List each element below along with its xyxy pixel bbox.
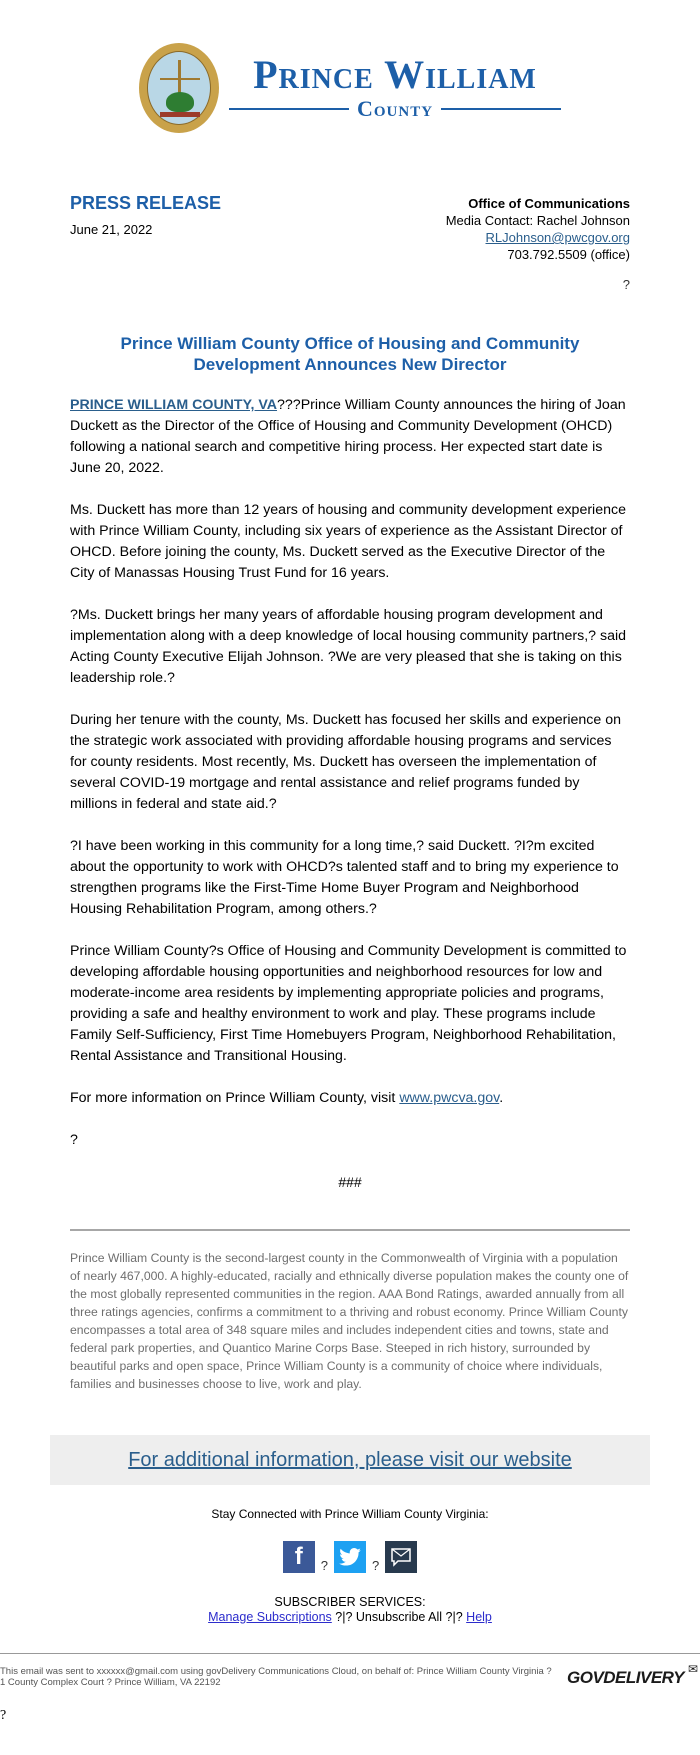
county-seal-icon	[139, 43, 219, 133]
stray-char: ?	[0, 1708, 7, 1723]
stay-connected-heading: Stay Connected with Prince William County Virginia:	[211, 1507, 489, 1521]
footer-address: 1 County Complex Court ? Prince William, VA 22192	[0, 1677, 221, 1688]
article-headline: Prince William County Office of Housing and Community Development Announces New Director	[120, 334, 580, 374]
paragraph-4: During her tenure with the county, Ms. Duckett has focused her skills and experience on the strategic work associated with providing affordable housing programs and services for county residents. Most recently, Ms. Duckett has overseen the implementation of several COVID-19 mortgage and rental assistance and relief programs funded by millions in federal and state aid.?	[70, 712, 621, 812]
paragraph-5: ?I have been working in this community for a long time,? said Duckett. ?I?m excited about the opportunity to work with OHCD?s talented staff and to bring my experience to strengthen programs like the First-Time Home Buyer Program and Neighborhood Housing Rehabilitation Program, among others.?	[70, 838, 619, 917]
boilerplate-text: Prince William County is the second-largest county in the Commonwealth of Virginia with a population of nearly 467,000. A highly-educated, racially and ethnically diverse population makes the county one of the most globally represented communities in the region. AAA Bond Ratings, awarded annually from all three ratings agencies, confirms a commitment to a thriving and robust economy. Prince William County encompasses a total area of 348 square miles and includes independent cities and towns, state and federal park properties, and Quantico Marine Corps Base. Steeped in rich history, surrounded by beautiful parks and open space, Prince William County is a community of choice where individuals, families and businesses choose to live, work and play.	[70, 1251, 629, 1391]
stray-char: ?	[622, 277, 630, 292]
press-release-title: PRESS RELEASE	[70, 193, 222, 213]
stray-char: ?	[70, 1132, 78, 1148]
envelope-icon: ✉	[687, 1662, 698, 1676]
period: .	[499, 1090, 504, 1106]
twitter-icon[interactable]	[334, 1541, 366, 1573]
divider	[70, 1229, 630, 1231]
office-name: Office of Communications	[468, 196, 630, 211]
wordmark-bottom: County	[356, 96, 434, 121]
email-footer	[0, 1654, 700, 1694]
paragraph-3: ?Ms. Duckett brings her many years of affordable housing program development and implementation along with a deep knowledge of local housing community partners,? said Acting County Executive Elijah Johnson. ?We are very pleased that she is taking on this leadership role.?	[70, 607, 627, 686]
unsubscribe-all-text: Unsubscribe All	[355, 1610, 443, 1624]
govdelivery-logo[interactable]: GOVDELIVERY	[567, 1668, 684, 1687]
facebook-icon[interactable]: f	[283, 1541, 315, 1573]
email-icon[interactable]	[385, 1541, 417, 1573]
separator: ?|?	[442, 1610, 467, 1624]
separator: ?	[320, 1558, 328, 1573]
contact-email-link[interactable]: RLJohnson@pwcgov.org	[485, 230, 630, 245]
footer-sent-to: This email was sent to xxxxxx@gmail.com using govDelivery Communications Cloud, on behalf of: Prince William County Virginia ?	[0, 1666, 552, 1677]
county-wordmark	[229, 54, 561, 122]
subscriber-title: SUBSCRIBER SERVICES:	[274, 1595, 426, 1609]
press-header	[0, 165, 700, 295]
media-contact-name: Media Contact: Rachel Johnson	[445, 213, 630, 228]
paragraph-7	[70, 1088, 630, 1109]
manage-subscriptions-link[interactable]: Manage Subscriptions	[208, 1610, 332, 1624]
release-date: June 21, 2022	[70, 222, 153, 237]
wordmark-top: Prince William	[253, 52, 537, 97]
paragraph-6: Prince William County?s Office of Housing and Community Development is committed to developing affordable housing opportunities and neighborhood resources for low and moderate-income area residents by implementing appropriate policies and programs, providing a safe and healthy environment to work and play. These programs include Family Self-Sufficiency, First Time Homebuyers Program, Neighborhood Rehabilitation, Rental Assistance and Transitional Housing.	[70, 943, 627, 1064]
paragraph-2: Ms. Duckett has more than 12 years of housing and community development experience with Prince William County, including six years of experience as the Assistant Director of OHCD. Before joining the county, Ms. Duckett served as the Executive Director of the City of Manassas Housing Trust Fund for 16 years.	[70, 502, 626, 581]
media-contact-block	[446, 195, 630, 263]
logo-header	[0, 0, 700, 165]
separator: ?	[372, 1558, 380, 1573]
website-cta-banner	[50, 1435, 650, 1485]
contact-phone: 703.792.5509 (office)	[507, 247, 630, 262]
article-body	[70, 395, 630, 1193]
separator: ?|?	[331, 1610, 356, 1624]
website-cta-link[interactable]: For additional information, please visit our website	[128, 1448, 572, 1471]
more-info-text: For more information on Prince William County, visit	[70, 1090, 400, 1106]
social-links	[0, 1541, 700, 1573]
subscriber-services	[0, 1595, 700, 1625]
help-link[interactable]: Help	[466, 1610, 492, 1624]
dateline-link[interactable]: PRINCE WILLIAM COUNTY, VA	[70, 397, 278, 413]
end-marker: ###	[338, 1174, 362, 1190]
paragraph-1	[70, 395, 630, 479]
footer-text	[0, 1666, 552, 1688]
paragraph-text: ???Prince William County announces the hiring of Joan Duckett as the Director of the Office of Housing and Community Development (OHCD) following a national search and competitive hiring process. Her expected start date is June 20, 2022.	[70, 397, 626, 476]
pwcva-link[interactable]: www.pwcva.gov	[399, 1090, 500, 1106]
